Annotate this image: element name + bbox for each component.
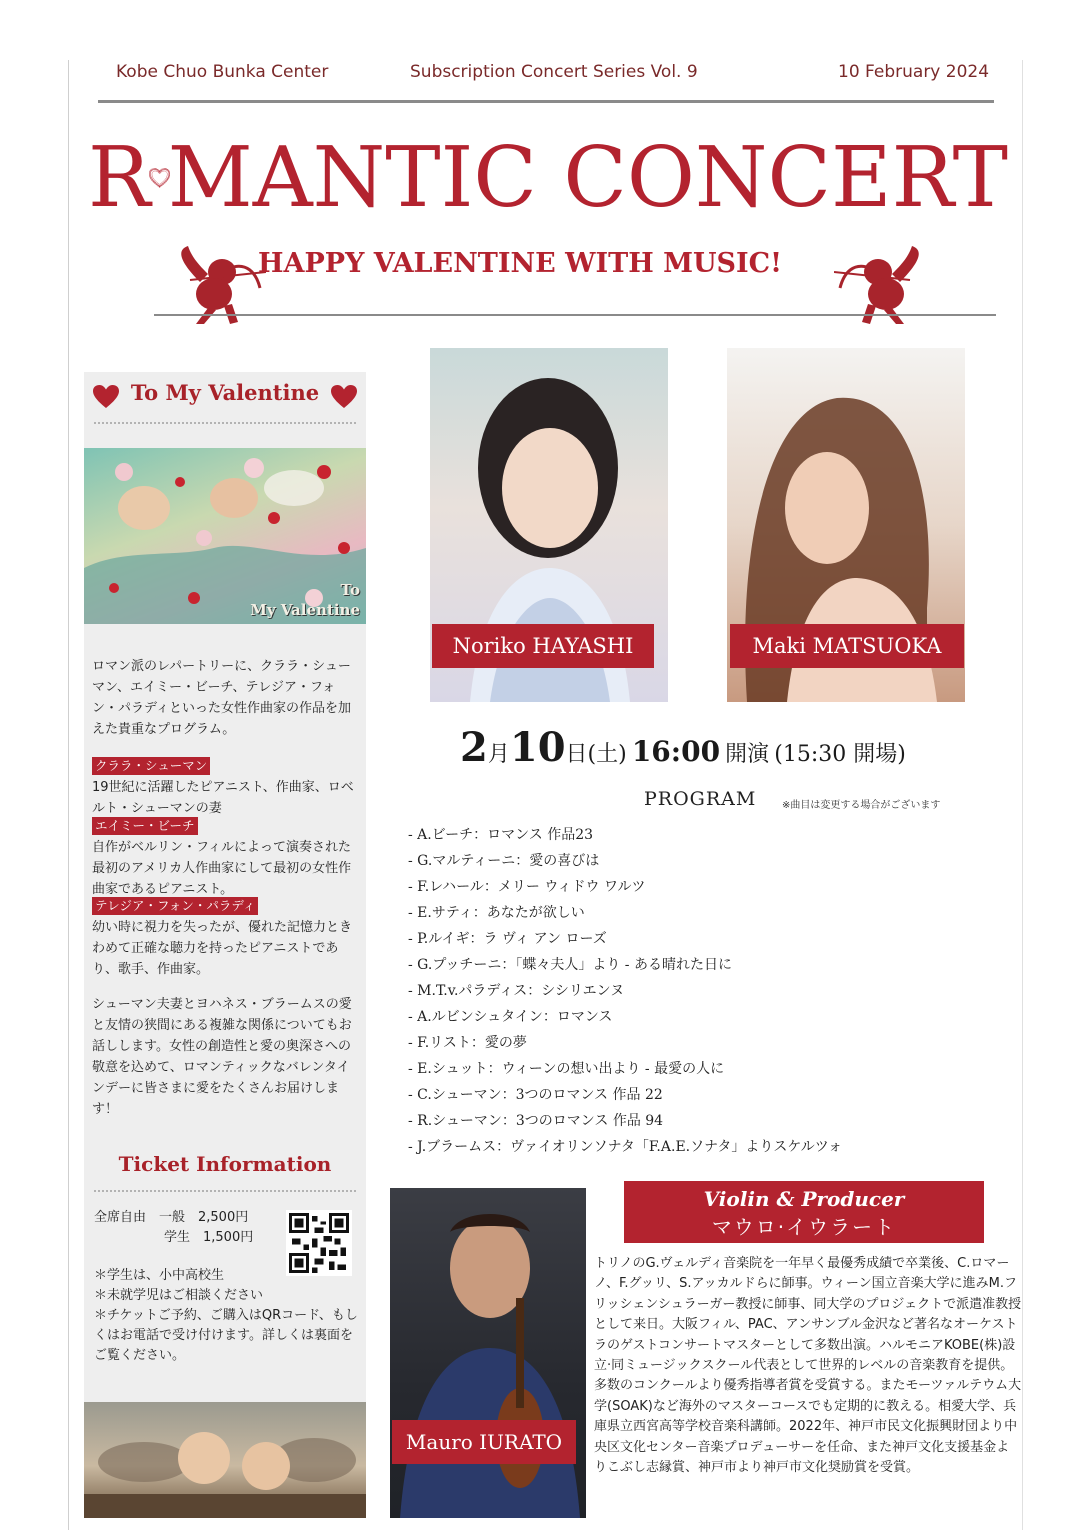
sidebar-panel — [84, 372, 366, 1518]
composer-block — [92, 896, 360, 980]
ticket-note: ＊学生は、小中高校生 — [94, 1268, 225, 1283]
date-month-unit: 月 — [487, 742, 510, 767]
ticket-heading: Ticket Information — [118, 1152, 332, 1176]
ticket-price-general: 全席自由 一般 2,500円 — [94, 1210, 249, 1225]
name-plate-noriko: Noriko HAYASHI — [432, 624, 654, 668]
ticket-notes — [94, 1266, 360, 1366]
program-item: - G.プッチーニ：「蝶々夫人」より - ある晴れた日に — [408, 957, 732, 973]
concert-title — [88, 128, 1008, 228]
sidebar-intro: ロマン派のレパートリーに、クララ・シューマン、エイミー・ビーチ、テレジア・フォン・パラディといった女性作曲家の作品を加えた貴重なプログラム。 — [92, 659, 351, 737]
composer-block — [92, 756, 360, 819]
program-item: - A.ビーチ：ロマンス 作品23 — [408, 827, 594, 843]
ticket-price-student: 学生 1,500円 — [164, 1230, 254, 1245]
title-letter-r: R — [88, 129, 151, 226]
composer-desc: 自作がベルリン・フィルによって演奏された最初のアメリカ人作曲家にして最初の女性作曲家であるピアニスト。 — [92, 840, 352, 897]
program-item: - F.レハール：メリー ウィドウ ワルツ — [408, 879, 646, 895]
violinist-silhouette-icon — [390, 1188, 586, 1518]
producer-name-ja: マウロ·イウラート — [711, 1215, 897, 1239]
program-item: - E.シュット：ウィーンの想い出より - 最愛の人に — [408, 1061, 725, 1077]
composer-desc: 幼い時に視力を失ったが、優れた記憶力ときわめて正確な聴力を持ったピアニストであり、歌手、作曲家。 — [92, 920, 353, 977]
composer-block — [92, 816, 360, 900]
header-rule — [98, 100, 994, 103]
program-note: ※曲目は変更する場合がございます — [782, 800, 941, 811]
header-series: Subscription Concert Series Vol. 9 — [410, 62, 698, 82]
sidebar-divider — [94, 422, 356, 424]
subtitle: HAPPY VALENTINE WITH MUSIC! — [258, 248, 783, 279]
composer-tag: エイミー・ビーチ — [92, 817, 198, 835]
program-item: - E.サティ：あなたが欲しい — [408, 905, 585, 921]
subtitle-rule — [154, 314, 996, 316]
program-item: - F.リスト：愛の夢 — [408, 1035, 527, 1051]
header-date: 10 February 2024 — [838, 62, 990, 82]
valentine-caption-line2: My Valentine — [250, 601, 360, 619]
program-item: - M.T.v.パラディス：シシリエンヌ — [408, 983, 625, 999]
heart-icon — [330, 384, 358, 410]
title-rest: MANTIC CONCERT — [167, 129, 1008, 226]
producer-bio: トリノのG.ヴェルディ音楽院を一年早く最優秀成績で卒業後、C.ロマーノ、F.グッリ、S.アッカルドらに師事。ウィーン国立音楽大学に進みM.フリッシェンシュラーガー教授に師事、同大学のプロジェクトで派遣准教授として来日。大阪フィル、PAC、アンサンブル金沢など著名なオーケストラのゲストコンサートマスターとして多数出演。ハルモニアKOBE(株)設立·同ミュージックスクール代表として世界的レベルの音楽教育を提供。多数のコンクールより優秀指導者賞を受賞する。またモーツァルテウム大学(SOAK)など海外のマスターコースでも定期的に教える。相愛大学、兵庫県立西宮高等学校音楽科講師。2022年、神戸市民文化振興財団より中央区文化センター音楽プロデューサーを任命、また神戸文化支援基金よりこぶし志縁賞、神戸市より神戸市文化奨励賞を受賞。 — [594, 1256, 1022, 1476]
page-edge-right — [1022, 60, 1023, 1530]
composer-tag: クララ・シューマン — [92, 757, 210, 775]
ticket-divider — [94, 1190, 356, 1192]
date-month: 2 — [460, 724, 488, 771]
date-day: 10 — [509, 724, 566, 771]
program-item: - G.マルティーニ：愛の喜びは — [408, 853, 600, 869]
header-venue: Kobe Chuo Bunka Center — [116, 62, 329, 82]
composer-desc: 19世紀に活躍したピアニスト、作曲家、ロベルト・シューマンの妻 — [92, 780, 354, 816]
name-plate-maki: Maki MATSUOKA — [730, 624, 964, 668]
ticket-note: ＊未就学児はご相談ください — [94, 1288, 264, 1303]
page-edge-left — [68, 60, 69, 1530]
date-day-unit: 日 — [565, 742, 588, 767]
start-label: 開演 — [725, 742, 770, 767]
valentine-illustration — [84, 448, 366, 624]
name-plate-mauro: Mauro IURATO — [392, 1420, 576, 1464]
valentine-caption — [250, 580, 360, 620]
heart-wreath-icon — [149, 134, 170, 222]
date-weekday: (土) — [587, 742, 627, 767]
composer-tag: テレジア・フォン・パラディ — [92, 897, 258, 915]
cherubs-icon — [84, 1402, 366, 1518]
concert-datetime — [460, 724, 906, 771]
program-list — [408, 822, 842, 1160]
ticket-prices — [94, 1208, 253, 1248]
doors-open: (15:30 開場) — [774, 742, 906, 767]
sidebar-heading: To My Valentine — [130, 380, 320, 405]
portrait-mauro — [390, 1188, 586, 1518]
program-item: - P.ルイギ：ラ ヴィ アン ローズ — [408, 931, 607, 947]
producer-label — [624, 1181, 984, 1243]
program-item: - C.シューマン：3つのロマンス 作品 22 — [408, 1087, 663, 1103]
angels-illustration — [84, 1402, 366, 1518]
valentine-caption-line1: To — [340, 581, 360, 599]
program-heading: PROGRAM — [644, 788, 757, 810]
program-item: - A.ルビンシュタイン：ロマンス — [408, 1009, 613, 1025]
program-item: - J.ブラームス：ヴァイオリンソナタ「F.A.E.ソナタ」よりスケルツォ — [408, 1139, 843, 1155]
producer-role: Violin & Producer — [703, 1187, 905, 1211]
program-item: - R.シューマン：3つのロマンス 作品 94 — [408, 1113, 664, 1129]
start-time: 16:00 — [631, 735, 721, 768]
sidebar-closing: シューマン夫妻とヨハネス・ブラームスの愛と友情の狭間にある複雑な関係についてもお話しします。女性の創造性と愛の奥深さへの敬意を込めて、ロマンティックなバレンタインデーに皆さまに愛をたくさんお届けします！ — [92, 997, 352, 1117]
ticket-note: ＊チケットご予約、ご購入はQRコード、もしくはお電話で受け付けます。詳しくは裏面をご覧ください。 — [94, 1308, 358, 1363]
